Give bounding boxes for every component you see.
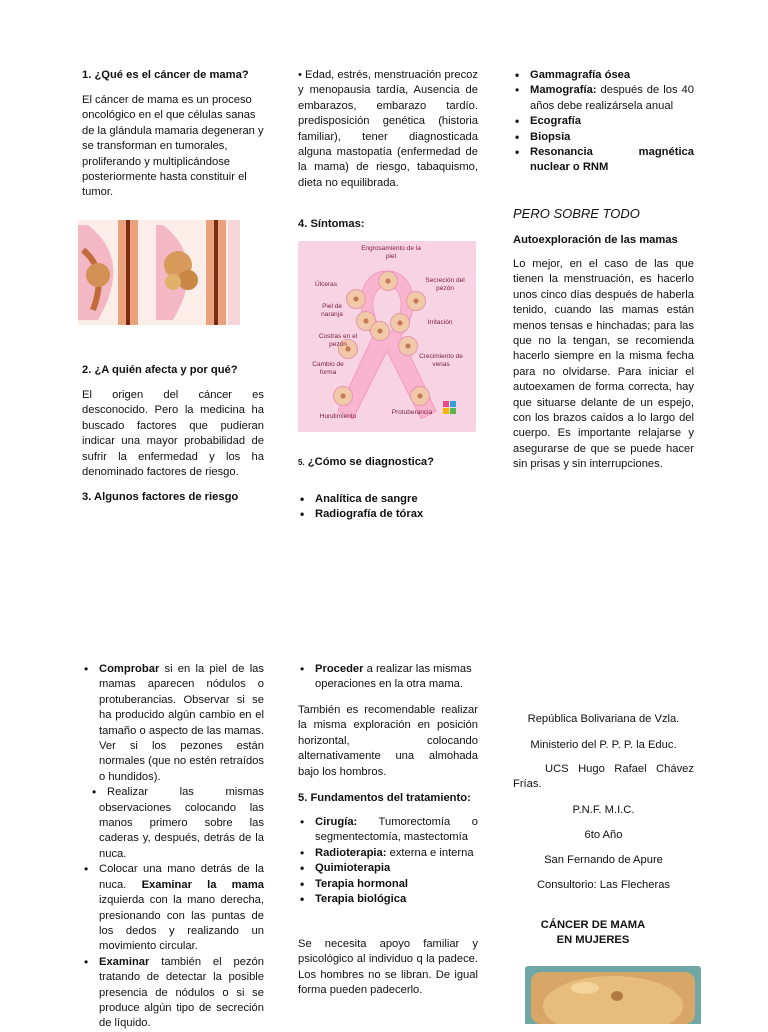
list-item-mamografia: • Mamografía: después de los 40 años debe realizársela anual [513,83,694,114]
list-item: • Ecografía [513,114,694,129]
list-item-proceder: • Proceder a realizar las mismas operaciones en la otra mama. [298,662,478,693]
breast-icon-9 [333,386,353,406]
list-item-realizar: • Realizar las mismas observaciones colocando las manos primero sobre las caderas y, después, detrás de la nuca. [82,785,264,862]
q1-title: 1. ¿Qué es el cáncer de mama? [82,69,249,81]
q2-text: El origen del cáncer es desconocido. Pero la medicina ha buscado factores que pudieran indicar una mayor probabilidad de sufrir la enfermedad y los ha denominado factores de riesgo. [82,389,264,479]
label-irritacion: Irritación [427,319,453,326]
cover-line-year: 6to Año [584,829,623,841]
label-piel-naranja: Piel de naranja [321,303,343,318]
symptoms-illustration [298,241,476,432]
q2-title: 2. ¿A quién afecta y por qué? [82,364,238,376]
cover-line-city: San Fernando de Apure [544,854,663,866]
breast-icon-7 [370,321,390,341]
list-item: • Terapia hormonal [298,877,478,892]
label-protuberancia: Protuberancia [391,409,433,416]
q5-number: 5. [298,458,305,467]
diagnosis-list-2 [513,68,694,176]
label-ulceras: Úlceras [314,281,338,288]
list-item-cirugia: • Cirugía: Tumorectomía o segmentectomía, mastectomía [298,815,478,846]
q5-title-text: ¿Cómo se diagnostica? [307,456,434,468]
treatment-title: 5. Fundamentos del tratamiento: [298,792,471,804]
cover-line-ministerio: Ministerio del P. P. P. la Educ. [530,739,677,751]
support-text: Se necesita apoyo familiar y psicológico al individuo q la padece. Los hombres no se libran. De igual forma pueden padecerlo. [298,938,478,997]
label-hundimiento: Hundimiento [319,413,357,420]
diagnosis-list-1 [298,492,478,523]
breast-icon-10 [410,386,430,406]
autoexploracion-text: Lo mejor, en el caso de las que tienen la menstruación, es hacerlo unos cinco días después de haberla tenido, cuando las mamas están menos tensas e hinchadas; para las que no la tengan, se recomienda hacerlo siempre en la misma fecha para no olvidarse. Para iniciar el autoexamen de forma correcta, hay que situarse delante de un espejo, con los brazos caídos a lo largo del cuerpo. Es importante relajarse y asegurarse de que se puede hacer sin prisas y sin interrupciones. [513,258,694,471]
list-item: • Radiografía de tórax [298,507,478,522]
q5-title [298,455,434,470]
treatment-list [298,815,478,907]
list-item: • Terapia biológica [298,892,478,907]
q3-title: 3. Algunos factores de riesgo [82,491,239,503]
label-secrecion: Secreción del pezón [425,277,465,292]
cover-photo [525,966,701,1024]
cover-line-pnf: P.N.F. M.I.C. [572,804,635,816]
list-item: • Resonancia magnética nuclear o RNM [513,145,694,176]
list-item: • Biopsia [513,130,694,145]
horizontal-exam-text: También es recomendable realizar la misma exploración en posición horizontal, colocando alternativamente una almohada bajo los hombros. [298,704,478,778]
risk-factors-text: • Edad, estrés, menstruación precoz y menopausia tardía, Ausencia de embarazos, embarazo tardío. predisposición genética (historia familiar), tener diagnosticada alguna mastopatía (enfermedad de la mama) de riesgo, tabaquismo, dieta no equilibrada. [298,69,478,189]
list-item: • Quimioterapia [298,861,478,876]
label-engrosamiento: Engrosamiento de la piel [361,245,421,260]
breast-icon-3 [406,291,426,311]
cover-line-ucs: UCS Hugo Rafael Chávez Frías. [513,763,694,791]
breast-icon-5 [390,313,410,333]
label-cambio-forma: Cambio de forma [312,361,344,376]
cover-line-republica: República Bolivariana de Vzla. [527,713,680,725]
q1-text: El cáncer de mama es un proceso oncológico en el que células sanas de la glándula mamaria degeneran y se transforman en tumorales, proliferando y multiplicándose posteriormente hasta constituir el tumor. [82,94,264,199]
cover-line-consultorio: Consultorio: Las Flecheras [536,879,671,891]
pero-sobre-todo-heading: PERO SOBRE TODO [513,206,640,221]
breast-icon-1 [378,271,398,291]
autoexploracion-title: Autoexploración de las mamas [513,234,678,246]
label-crecimiento-venas: Crecimiento de venas [419,353,463,368]
q4-title: 4. Síntomas: [298,218,365,230]
breast-icon-8 [398,336,418,356]
list-item-examinar: • Examinar también el pezón tratando de detectar la posible presencia de nódulos o si se produce algún tipo de secreción de líquido. [82,955,264,1032]
list-item-colocar: • Colocar una mano detrás de la nuca. Examinar la mama izquierda con la mano derecha, presionando con las puntas de los dedos y realizando un movimiento circular. [82,862,264,954]
cover-title-1: CÁNCER DE MAMA [540,919,646,931]
list-item: • Gammagrafía ósea [513,68,694,83]
list-item: • Analítica de sangre [298,492,478,507]
proceder-list [298,662,478,693]
list-item-radioterapia: • Radioterapia: externa e interna [298,846,478,861]
exam-steps-list [82,662,264,1032]
cover-title-2: EN MUJERES [556,934,630,946]
list-item-comprobar: • Comprobar si en la piel de las mamas aparecen nódulos o protuberancias. Observar si se ha producido algún cambio en el tamaño o aspecto de las mamas. Ver si los pezones están normales (que no estén retraídos o hundidos). [82,662,264,785]
breast-cross-section-image [78,220,240,325]
label-costras: Costras en el pezón [318,333,358,348]
